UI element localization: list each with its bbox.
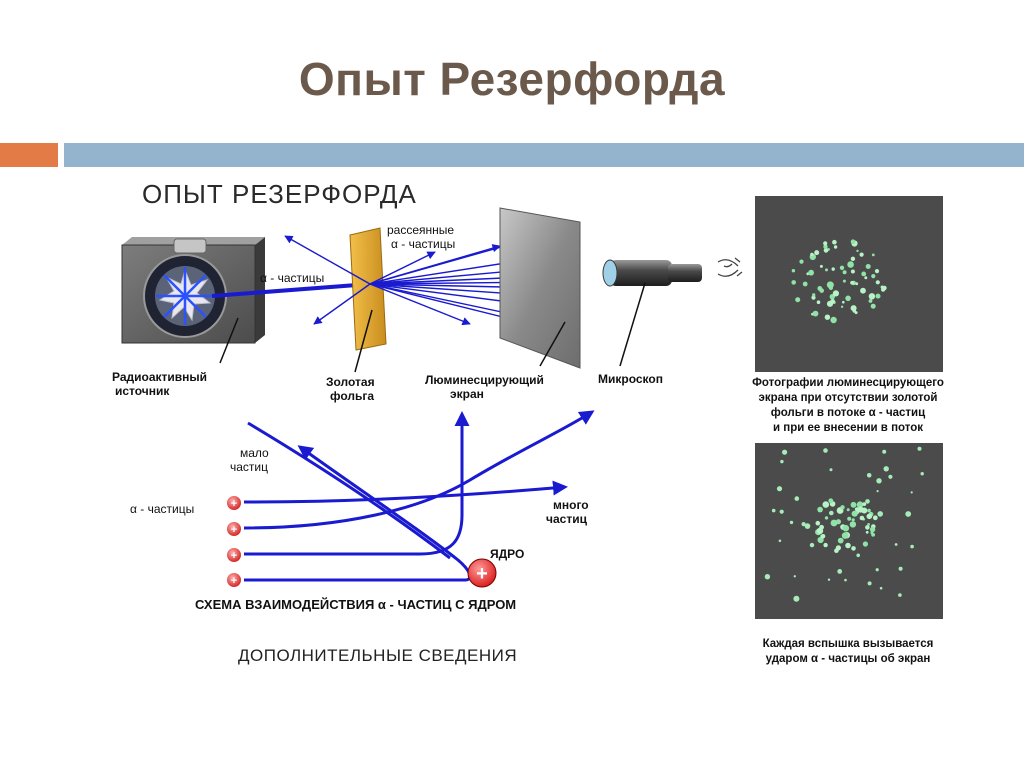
flash-dot [819, 525, 824, 530]
flash-dot [823, 543, 827, 547]
flash-dot [865, 525, 870, 530]
flash-dot [877, 511, 883, 517]
microscope [603, 260, 702, 286]
flash-dot [823, 501, 830, 508]
flash-dot [884, 466, 889, 471]
photos-caption-line-3: фольги в потоке α - частиц [770, 407, 926, 419]
flash-dot [843, 270, 847, 274]
flash-dot [877, 490, 879, 492]
flash-dot [834, 245, 837, 248]
plus-sign-3: + [230, 550, 238, 562]
flash-dot [876, 478, 881, 483]
photos-caption-line-4: и при ее внесении в поток [772, 422, 924, 434]
flash-dot [869, 293, 875, 299]
flash-dot [895, 543, 898, 546]
flash-dot [867, 523, 870, 526]
flash-dot [870, 527, 875, 532]
flash-dot [850, 521, 856, 527]
flash-dot [876, 294, 881, 299]
flash-dot [829, 511, 834, 516]
flash-dot [828, 498, 833, 503]
flash-dot [851, 239, 856, 244]
flash-dot [847, 517, 851, 521]
flash-dot [860, 516, 865, 521]
flash-dot [871, 274, 875, 278]
flash-dot [802, 522, 806, 526]
flash-dot [844, 579, 847, 582]
flash-dot [779, 540, 782, 543]
flash-dot [836, 545, 841, 550]
flash-dot [830, 317, 836, 323]
scheme-many-1: много [553, 498, 589, 512]
scheme-few-1: мало [240, 446, 269, 460]
flash-dot [857, 507, 863, 513]
flash-dot [833, 290, 839, 296]
photo-with-foil [755, 443, 943, 619]
flash-dot [856, 554, 860, 558]
scheme-nucleus [468, 559, 496, 587]
flash-dot [882, 286, 887, 291]
flash-dot [828, 579, 830, 581]
scheme-trajectories [244, 412, 592, 580]
flash-dot [810, 543, 814, 547]
flash-dot [780, 510, 784, 514]
flash-dot [851, 257, 855, 261]
flash-dot [817, 286, 822, 291]
flash-dot [882, 450, 886, 454]
flash-dot [873, 515, 878, 520]
eye-icon [718, 258, 742, 276]
flash-dot [847, 261, 854, 268]
flash-dot [860, 253, 864, 257]
plus-sign-1: + [230, 498, 238, 510]
label-screen-2: экран [450, 387, 484, 401]
flash-dot [830, 468, 833, 471]
flash-dot [867, 509, 871, 513]
flash-dot [880, 587, 883, 590]
flash-dot [871, 304, 876, 309]
flash-dot [837, 569, 842, 574]
photos-caption-line-2: экрана при отсутствии золотой [758, 392, 938, 404]
flash-dot [866, 264, 871, 269]
label-microscope: Микроскоп [598, 372, 663, 386]
flash-dot [828, 282, 834, 288]
scheme-nucleus-label: ЯДРО [490, 547, 525, 561]
flash-dot [772, 509, 776, 513]
plus-sign-4: + [230, 575, 238, 587]
radioactive-source [122, 237, 265, 343]
label-source-2: источник [115, 384, 170, 398]
label-scattered-1: рассеянные [387, 223, 455, 237]
flash-dot [845, 543, 851, 549]
flash-dot [864, 276, 867, 279]
flash-dot [821, 534, 826, 539]
flash-dot [861, 272, 866, 277]
photos-caption-line-1: Фотографии люминесцирующего [752, 377, 944, 389]
flash-dot [840, 505, 844, 509]
flash-dot [865, 499, 870, 504]
flash-dot [851, 305, 857, 311]
flash-dot [817, 300, 821, 304]
flash-dot [812, 293, 815, 296]
flash-dot [851, 502, 857, 508]
scheme-alpha-label: α - частицы [130, 502, 195, 516]
diagram-heading: ОПЫТ РЕЗЕРФОРДА [142, 179, 417, 209]
photo-no-foil [755, 196, 943, 372]
flash-dot [790, 521, 793, 524]
flash-dot [921, 472, 924, 475]
flash-dot [851, 270, 855, 274]
flash-dot [875, 269, 879, 273]
flash-dot [843, 280, 846, 283]
flash-dot [813, 311, 819, 317]
flash-dot [876, 568, 879, 571]
flash-dot [832, 267, 835, 270]
flash-dot [840, 266, 844, 270]
label-foil-2: фольга [330, 389, 375, 403]
flash-caption-line-2: ударом α - частицы об экран [765, 653, 931, 665]
flash-dot [852, 511, 858, 517]
flash-dot [793, 596, 799, 602]
flash-dot [842, 301, 845, 304]
callout-lines [220, 283, 645, 372]
flash-dot [899, 567, 903, 571]
flash-dot [838, 538, 844, 544]
scheme-few-2: частиц [230, 460, 268, 474]
flash-dot [823, 448, 828, 453]
flash-dot [808, 270, 814, 276]
flash-dot [830, 299, 835, 304]
flash-dot [823, 241, 827, 245]
flash-dot [820, 265, 823, 268]
label-foil-1: Золотая [326, 375, 375, 389]
flash-dot [860, 288, 866, 294]
flash-dot [852, 518, 855, 521]
flash-dot [825, 268, 828, 271]
flash-dot [794, 575, 796, 577]
flash-dot [862, 502, 866, 506]
flash-dot [777, 486, 782, 491]
flash-dot [918, 447, 922, 451]
flash-dot [872, 254, 875, 257]
flash-dot [898, 593, 902, 597]
scheme-alpha-particles [227, 496, 241, 587]
flash-dot [911, 491, 913, 493]
flash-dot [791, 280, 796, 285]
label-screen-1: Люминесцирующий [425, 373, 544, 387]
plus-sign-2: + [230, 524, 238, 536]
flash-dot [868, 581, 872, 585]
flash-dot [780, 460, 783, 463]
flash-dot [850, 281, 854, 285]
flash-dot [795, 496, 800, 501]
flash-dot [888, 475, 892, 479]
flash-dot [792, 269, 795, 272]
flash-dot [847, 508, 850, 511]
flash-dot [863, 541, 868, 546]
flash-dot [825, 315, 830, 320]
nucleus-plus: + [476, 563, 488, 585]
scheme-many-2: частиц [546, 512, 587, 526]
flash-dot [817, 507, 823, 513]
flash-dot [905, 511, 911, 517]
flash-dot [867, 473, 872, 478]
label-scattered-2: α - частицы [391, 237, 456, 251]
flash-dot [856, 250, 858, 252]
scheme-extra: ДОПОЛНИТЕЛЬНЫЕ СВЕДЕНИЯ [238, 646, 518, 665]
flash-dot [876, 280, 880, 284]
gold-foil [350, 228, 386, 350]
flash-dot [832, 240, 837, 245]
flash-dot [765, 574, 770, 579]
flash-dot [803, 282, 808, 287]
flash-dot [795, 297, 800, 302]
label-alpha-beam: α - частицы [260, 271, 325, 285]
flash-caption-line-1: Каждая вспышка вызывается [762, 638, 934, 650]
flash-dot [782, 450, 787, 455]
flash-dot [810, 253, 813, 256]
flash-dot [825, 516, 828, 519]
flash-dot [842, 532, 849, 539]
flash-dot [799, 260, 803, 264]
flash-dot [851, 546, 856, 551]
scheme-caption: СХЕМА ВЗАИМОДЕЙСТВИЯ α - ЧАСТИЦ С ЯДРОМ [195, 597, 517, 612]
flash-dot [843, 525, 850, 532]
flash-dot [869, 299, 873, 303]
label-source-1: Радиоактивный [112, 370, 208, 384]
flash-dot [831, 520, 838, 527]
slide-title: Опыт Резерфорда [298, 53, 726, 105]
luminescent-screen [500, 208, 580, 368]
flash-dot [814, 250, 819, 255]
flash-dot [910, 545, 914, 549]
flash-dot [855, 282, 858, 285]
flash-dot [816, 521, 821, 526]
flash-dot [866, 531, 869, 534]
flash-dot [841, 306, 843, 308]
flash-dot [845, 296, 851, 302]
flash-dot [867, 514, 873, 520]
